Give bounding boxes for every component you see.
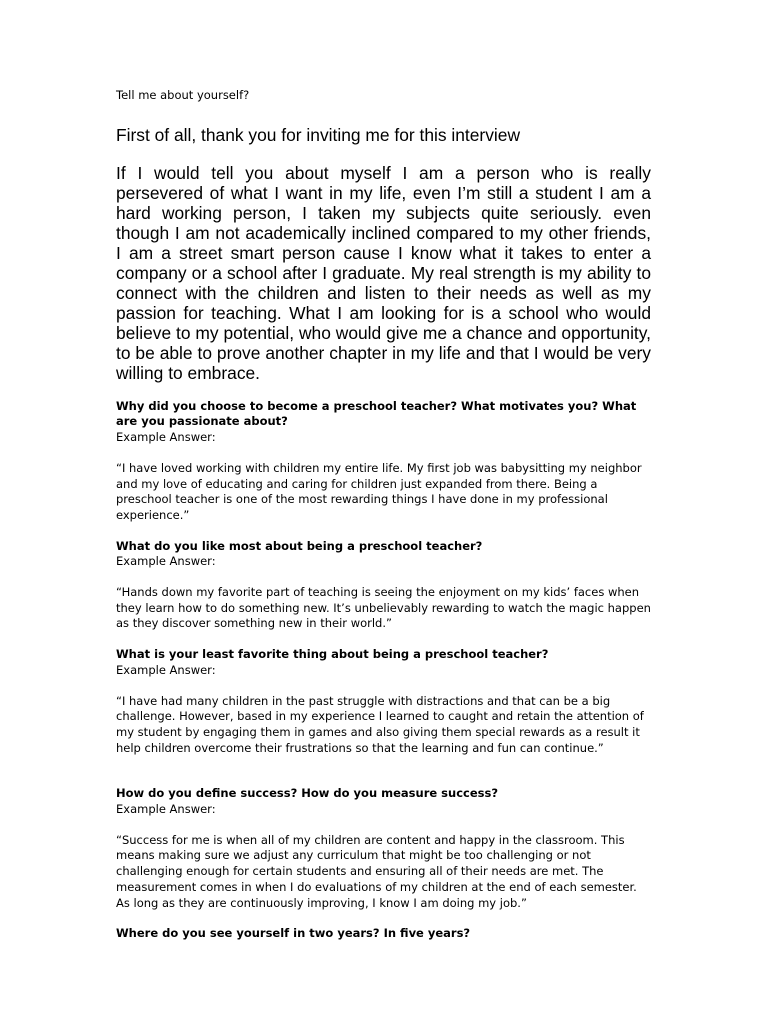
document-page [116, 88, 651, 942]
paragraph-spacer [116, 771, 651, 786]
question-5: Where do you see yourself in two years? In five years? [116, 926, 471, 941]
greeting-line: First of all, thank you for inviting me for this interview [116, 124, 521, 145]
example-answer-label-3: Example Answer: [116, 662, 216, 677]
answer-2: “Hands down my favorite part of teaching is seeing the enjoyment on my kids’ faces when they learn how to do something new. It’s unbelievably rewarding to watch the magic happen as they discover something new in their world.” [116, 585, 651, 631]
question-2: What do you like most about being a preschool teacher? [116, 538, 483, 553]
answer-1: “I have loved working with children my entire life. My first job was babysitting my neighbor and my love of educating and caring for children just expanded from there. Being a preschool teacher is one of the most rewarding things I have done in my professional experience.” [116, 460, 642, 522]
question-4: How do you define success? How do you measure success? [116, 786, 499, 801]
example-answer-label-1: Example Answer: [116, 430, 216, 445]
question-3: What is your least favorite thing about being a preschool teacher? [116, 647, 549, 662]
example-answer-label-2: Example Answer: [116, 554, 216, 569]
answer-3: “I have had many children in the past struggle with distractions and that can be a big challenge. However, based in my experience I learned to caught and retain the attention of my student by engaging them in games and also giving them special rewards as a result it help children overcome their frustrations so that the learning and fun can continue.” [116, 693, 644, 755]
example-answer-label-4: Example Answer: [116, 802, 216, 817]
question-1: Why did you choose to become a preschool teacher? What motivates you? What are you passionate about? [116, 398, 637, 429]
page-heading: Tell me about yourself? [116, 88, 250, 102]
answer-4: “Success for me is when all of my children are content and happy in the classroom. This means making sure we adjust any curriculum that might be too challenging or not challenging enough for certain students and ensuring all of their needs are met. The measurement comes in when I do evaluations of my children at the end of each semester. As long as they are continuously improving, I know I am doing my job.” [116, 832, 637, 910]
intro-paragraph: If I would tell you about myself I am a person who is really persevered of what I want in my life, even I’m still a student I am a hard working person, I taken my subjects quite seriously. even though I am not academically inclined compared to my other friends, I am a street smart person cause I know what it takes to enter a company or a school after I graduate. My real strength is my ability to connect with the children and listen to their needs as well as my passion for teaching. What I am looking for is a school who would believe to my potential, who would give me a chance and opportunity, to be able to prove another chapter in my life and that I would be very willing to embrace. [116, 162, 651, 383]
